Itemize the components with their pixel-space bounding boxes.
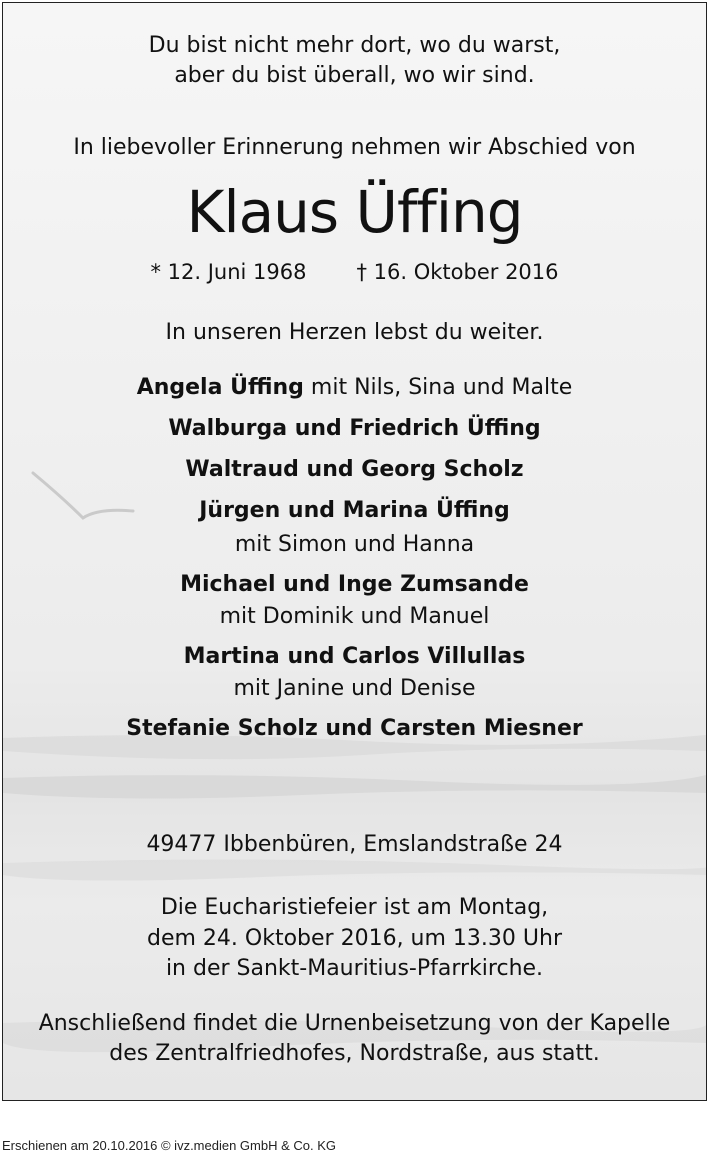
service-line-3: in der Sankt-Mauritius-Pfarrkirche. bbox=[165, 956, 544, 981]
obituary-card bbox=[2, 2, 707, 1101]
mourner-7: Stefanie Scholz und Carsten Miesner bbox=[126, 716, 583, 741]
birth-date: * 12. Juni 1968 bbox=[150, 260, 307, 284]
mourner-2: Walburga und Friedrich Üffing bbox=[168, 416, 541, 441]
mourner-5-children: mit Dominik und Manuel bbox=[219, 604, 490, 629]
service-line-1: Die Eucharistiefeier ist am Montag, bbox=[160, 895, 549, 920]
publication-footer: Erschienen am 20.10.2016 © ivz.medien GmbH & Co. KG bbox=[2, 1138, 337, 1153]
verse-line-1: Du bist nicht mehr dort, wo du warst, bbox=[148, 33, 561, 58]
death-date: † 16. Oktober 2016 bbox=[356, 260, 559, 284]
mourner-6: Martina und Carlos Villullas bbox=[183, 644, 526, 669]
mourner-1-name: Angela Üffing bbox=[136, 375, 304, 400]
mourner-4: Jürgen und Marina Üffing bbox=[199, 498, 510, 523]
mourner-4-children: mit Simon und Hanna bbox=[234, 532, 475, 557]
life-dates bbox=[3, 260, 706, 284]
mourner-3: Waltraud und Georg Scholz bbox=[185, 457, 524, 482]
verse-line-2: aber du bist überall, wo wir sind. bbox=[174, 63, 535, 88]
mourner-6-children: mit Janine und Denise bbox=[233, 676, 476, 701]
mourner-1 bbox=[3, 375, 706, 400]
deceased-name: Klaus Üffing bbox=[186, 178, 523, 246]
burial-line-2: des Zentralfriedhofes, Nordstraße, aus statt. bbox=[109, 1041, 600, 1066]
closing-line: In unseren Herzen lebst du weiter. bbox=[165, 320, 544, 345]
burial-line-1: Anschließend findet die Urnenbeisetzung von der Kapelle bbox=[38, 1011, 671, 1036]
service-line-2: dem 24. Oktober 2016, um 13.30 Uhr bbox=[147, 926, 562, 951]
intro-text: In liebevoller Erinnerung nehmen wir Abschied von bbox=[73, 135, 636, 160]
address: 49477 Ibbenbüren, Emslandstraße 24 bbox=[146, 832, 563, 857]
mourner-1-rest: mit Nils, Sina und Malte bbox=[303, 375, 573, 400]
mourner-5: Michael und Inge Zumsande bbox=[180, 572, 529, 597]
